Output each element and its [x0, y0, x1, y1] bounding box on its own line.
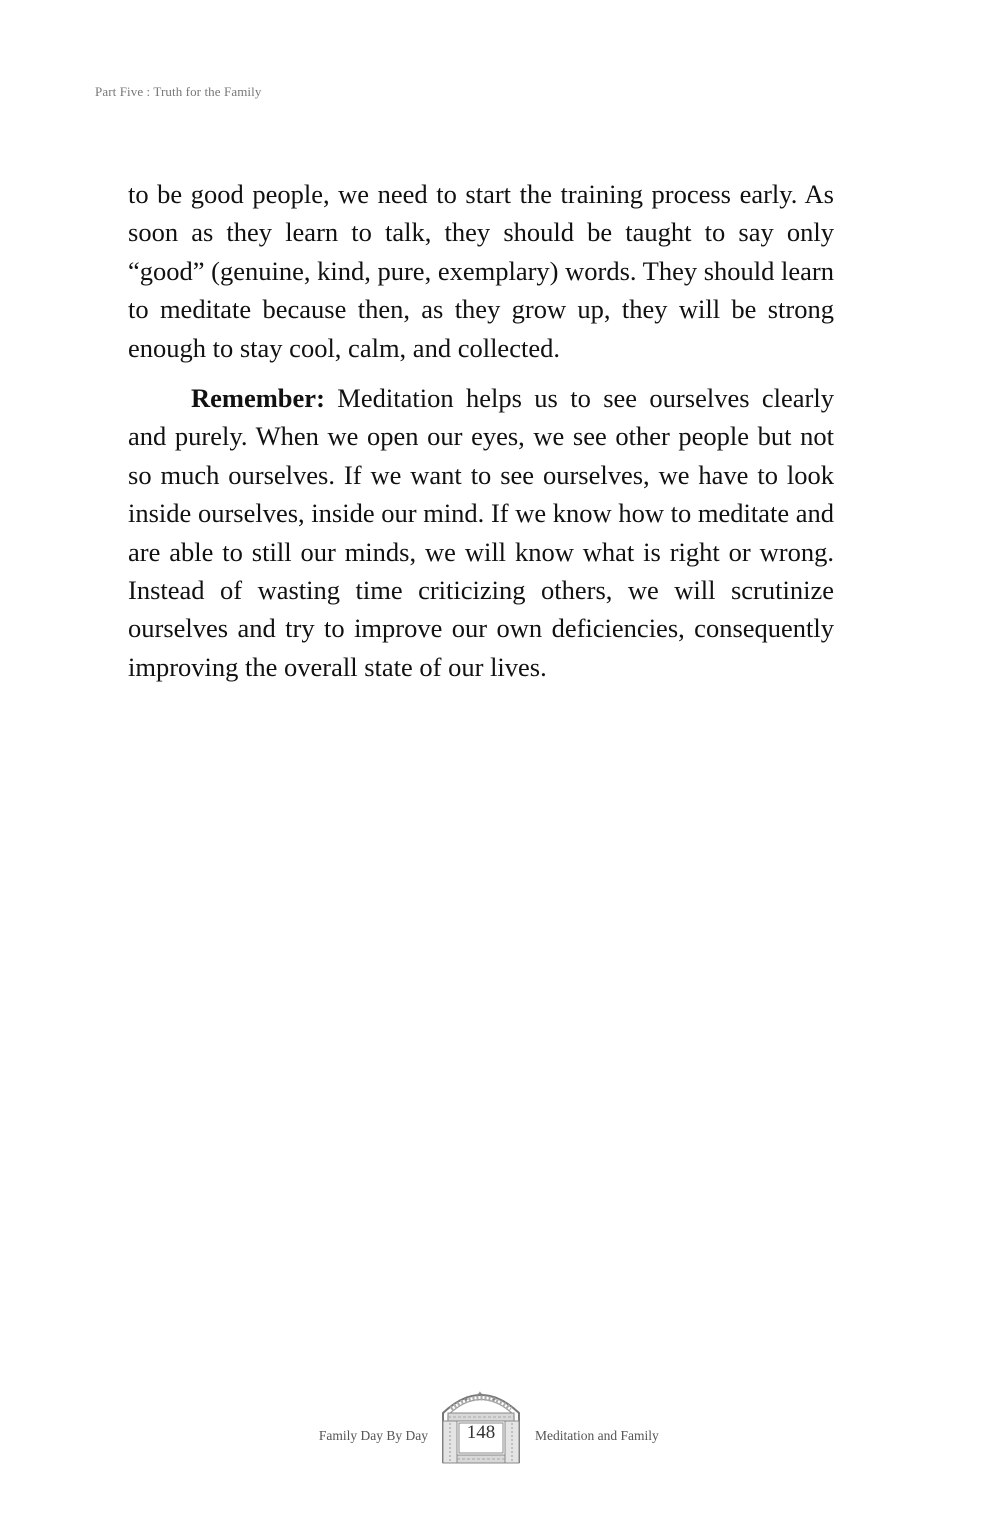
footer-book-title: Family Day By Day: [318, 1428, 428, 1443]
running-header: Part Five : Truth for the Family: [95, 84, 262, 99]
paragraph: [128, 379, 834, 686]
svg-text:✦: ✦: [477, 1390, 483, 1398]
footer-chapter-title: Meditation and Family: [535, 1428, 659, 1443]
paragraph-text: Meditation helps us to see ourselves clearly and purely. When we open our eyes, we see other people but not so much ourselves. If we want to see ourselves, we have to look inside ourselves, inside our mind. If we know how to meditate and are able to still our minds, we will know what is right or wrong. Instead of wasting time criticizing others, we will scrutinize ourselves and try to improve our own deficiencies, consequently improving the overall state of our lives.: [128, 383, 834, 682]
page-number: 148: [466, 1422, 496, 1443]
body-text: [128, 175, 834, 686]
page-footer: [0, 1380, 1000, 1480]
remember-lead: Remember:: [191, 383, 325, 414]
svg-text:✦: ✦: [463, 1396, 469, 1404]
paragraph: to be good people, we need to start the training process early. As soon as they learn to talk, they should be taught to say only “good” (genuine, kind, pure, exemplary) words. They should learn to meditate because then, as they grow up, they will be strong enough to stay cool, calm, and collected.: [128, 179, 834, 363]
svg-text:✦: ✦: [491, 1396, 497, 1404]
